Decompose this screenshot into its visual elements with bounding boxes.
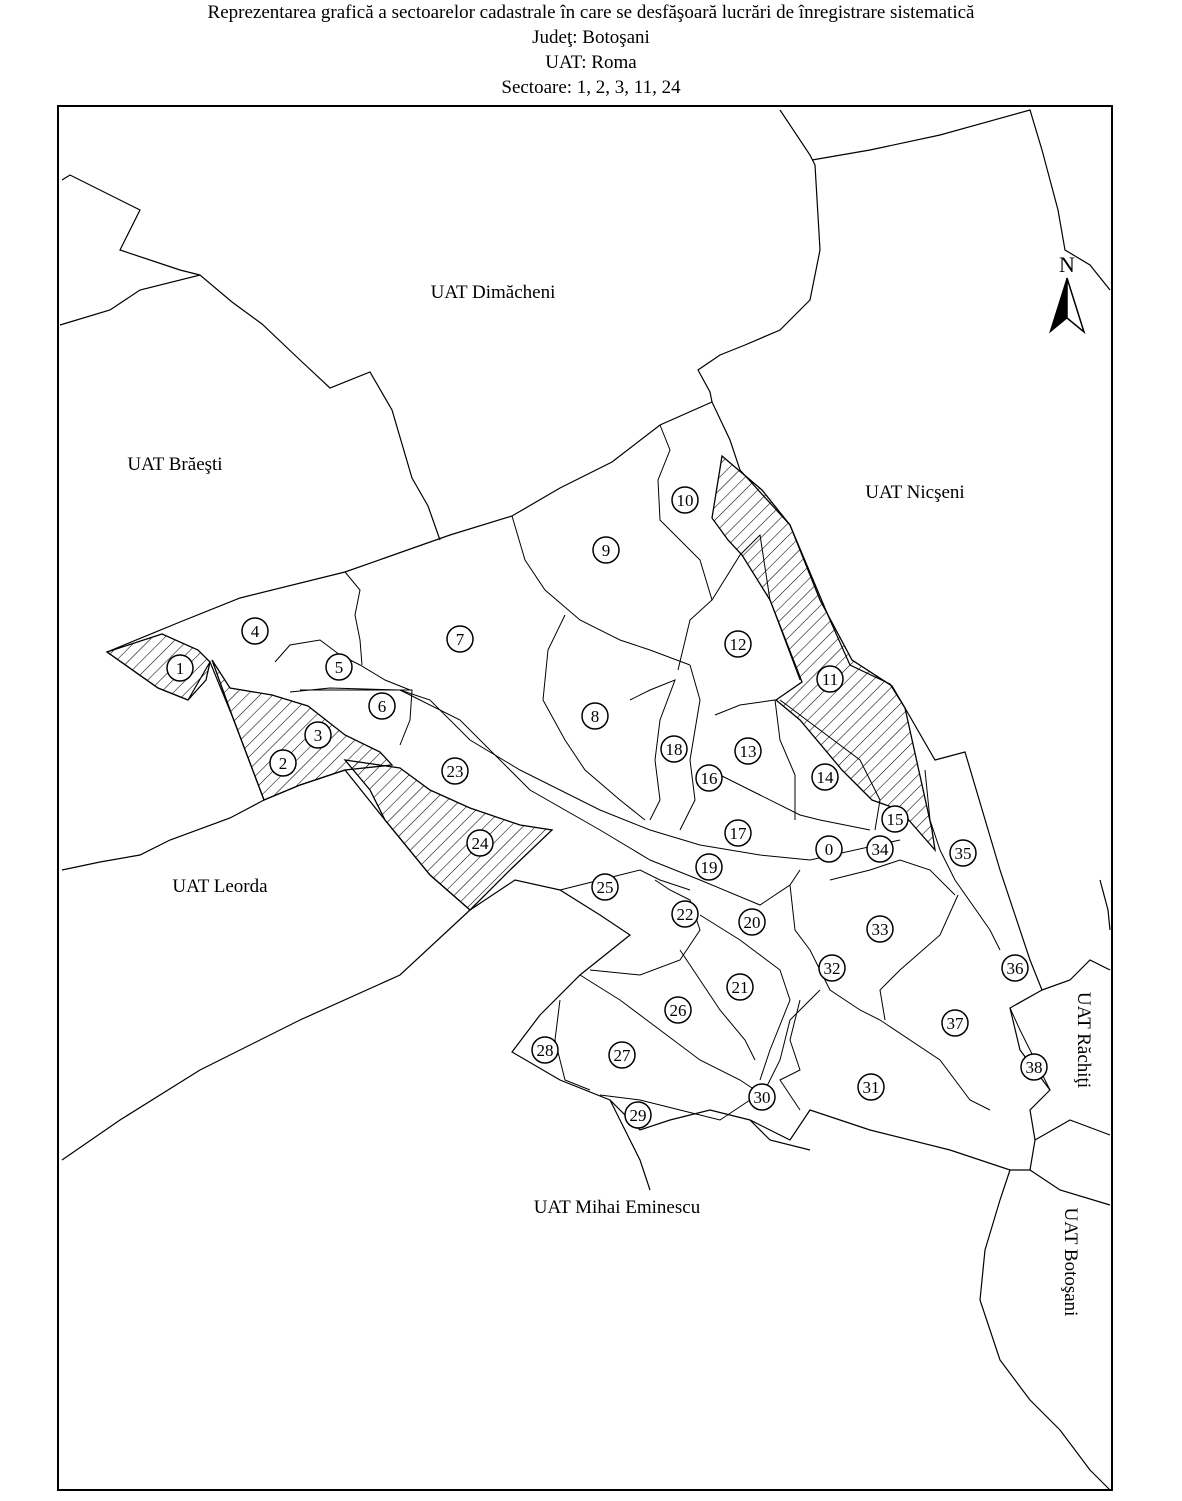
uat-nicseni-label: UAT Nicşeni [865, 482, 965, 503]
sector-number: 37 [946, 1014, 964, 1033]
sector-label-13 [735, 738, 761, 764]
sector-label-2 [270, 750, 296, 776]
sector-number: 2 [278, 754, 288, 773]
sector-label-23 [442, 758, 468, 784]
sector-number: 27 [613, 1046, 631, 1065]
sector-label-38 [1021, 1054, 1047, 1080]
north-arrow-label: N [1059, 252, 1075, 277]
uat-braesti-label: UAT Brăeşti [127, 454, 223, 475]
sector-number: 0 [824, 840, 834, 859]
sector-number: 5 [334, 658, 344, 677]
sector-number: 15 [886, 810, 904, 829]
sector-number: 14 [816, 768, 834, 787]
sector-label-11 [817, 666, 843, 692]
sector-number: 7 [455, 630, 465, 649]
sector-label-8 [582, 703, 608, 729]
sector-number: 19 [700, 858, 718, 877]
sector-label-21 [727, 974, 753, 1000]
sector-number: 22 [676, 905, 694, 924]
map-frame [58, 106, 1112, 1490]
sector-label-10 [672, 487, 698, 513]
sector-number: 9 [601, 541, 611, 560]
sector-number: 35 [954, 844, 972, 863]
sector-number: 4 [250, 622, 260, 641]
uat-label: UAT: Roma [545, 52, 637, 73]
sector-number: 34 [871, 840, 889, 859]
uat-mihai-eminescu-label: UAT Mihai Eminescu [533, 1197, 701, 1218]
sector-number: 6 [377, 697, 387, 716]
sector-label-4 [242, 618, 268, 644]
sector-label-1 [167, 655, 193, 681]
sector-label-14 [812, 764, 838, 790]
sector-number: 32 [823, 959, 841, 978]
sector-number: 17 [729, 824, 747, 843]
sector-number: 18 [665, 740, 683, 759]
sector-number: 28 [536, 1041, 554, 1060]
sector-number: 3 [313, 726, 323, 745]
sector-label-35 [950, 840, 976, 866]
sector-label-3 [305, 722, 331, 748]
sector-label-0 [816, 836, 842, 862]
sector-label-5 [326, 654, 352, 680]
sector-label-29 [625, 1102, 651, 1128]
sector-label-27 [609, 1042, 635, 1068]
sector-label-24 [467, 830, 493, 856]
sector-label-33 [867, 916, 893, 942]
sector-label-6 [369, 693, 395, 719]
sector-number: 33 [871, 920, 889, 939]
sector-label-9 [593, 537, 619, 563]
sectors-label: Sectoare: 1, 2, 3, 11, 24 [501, 77, 681, 98]
map-title: Reprezentarea grafică a sectoarelor cadastrale în care se desfăşoară lucrări de înregistrare sistematică [207, 2, 975, 23]
sector-number: 20 [743, 913, 761, 932]
sector-label-15 [882, 806, 908, 832]
sector-number: 36 [1006, 959, 1024, 978]
sector-number: 31 [862, 1078, 880, 1097]
sector-label-34 [867, 836, 893, 862]
sector-number: 23 [446, 762, 464, 781]
sector-label-18 [661, 736, 687, 762]
uat-botosani-label: UAT Botoşani [1060, 1207, 1081, 1317]
sector-number: 10 [676, 491, 694, 510]
sector-number: 1 [175, 659, 185, 678]
sector-label-30 [749, 1084, 775, 1110]
sector-label-22 [672, 901, 698, 927]
sector-number: 30 [753, 1088, 771, 1107]
sector-label-32 [819, 955, 845, 981]
sector-number: 29 [629, 1106, 647, 1125]
sector-number: 25 [596, 878, 614, 897]
sector-number: 26 [669, 1001, 687, 1020]
uat-leorda-label: UAT Leorda [172, 876, 268, 897]
sector-number: 24 [471, 834, 489, 853]
sector-label-31 [858, 1074, 884, 1100]
sector-number: 21 [731, 978, 749, 997]
sector-label-19 [696, 854, 722, 880]
sector-label-37 [942, 1010, 968, 1036]
sector-label-12 [725, 631, 751, 657]
sector-number: 8 [590, 707, 600, 726]
sector-number: 11 [821, 670, 839, 689]
sector-label-20 [739, 909, 765, 935]
county-label: Judeţ: Botoşani [532, 27, 650, 48]
sector-label-36 [1002, 955, 1028, 981]
sector-label-28 [532, 1037, 558, 1063]
sector-number: 12 [729, 635, 747, 654]
sector-label-7 [447, 626, 473, 652]
sector-number: 16 [700, 769, 718, 788]
sector-label-17 [725, 820, 751, 846]
sector-number: 13 [739, 742, 757, 761]
sector-label-25 [592, 874, 618, 900]
sector-label-26 [665, 997, 691, 1023]
sector-number: 38 [1025, 1058, 1043, 1077]
uat-dimacheni-label: UAT Dimăcheni [430, 282, 556, 303]
sector-label-16 [696, 765, 722, 791]
uat-rachiti-label: UAT Răchiţi [1073, 991, 1094, 1089]
